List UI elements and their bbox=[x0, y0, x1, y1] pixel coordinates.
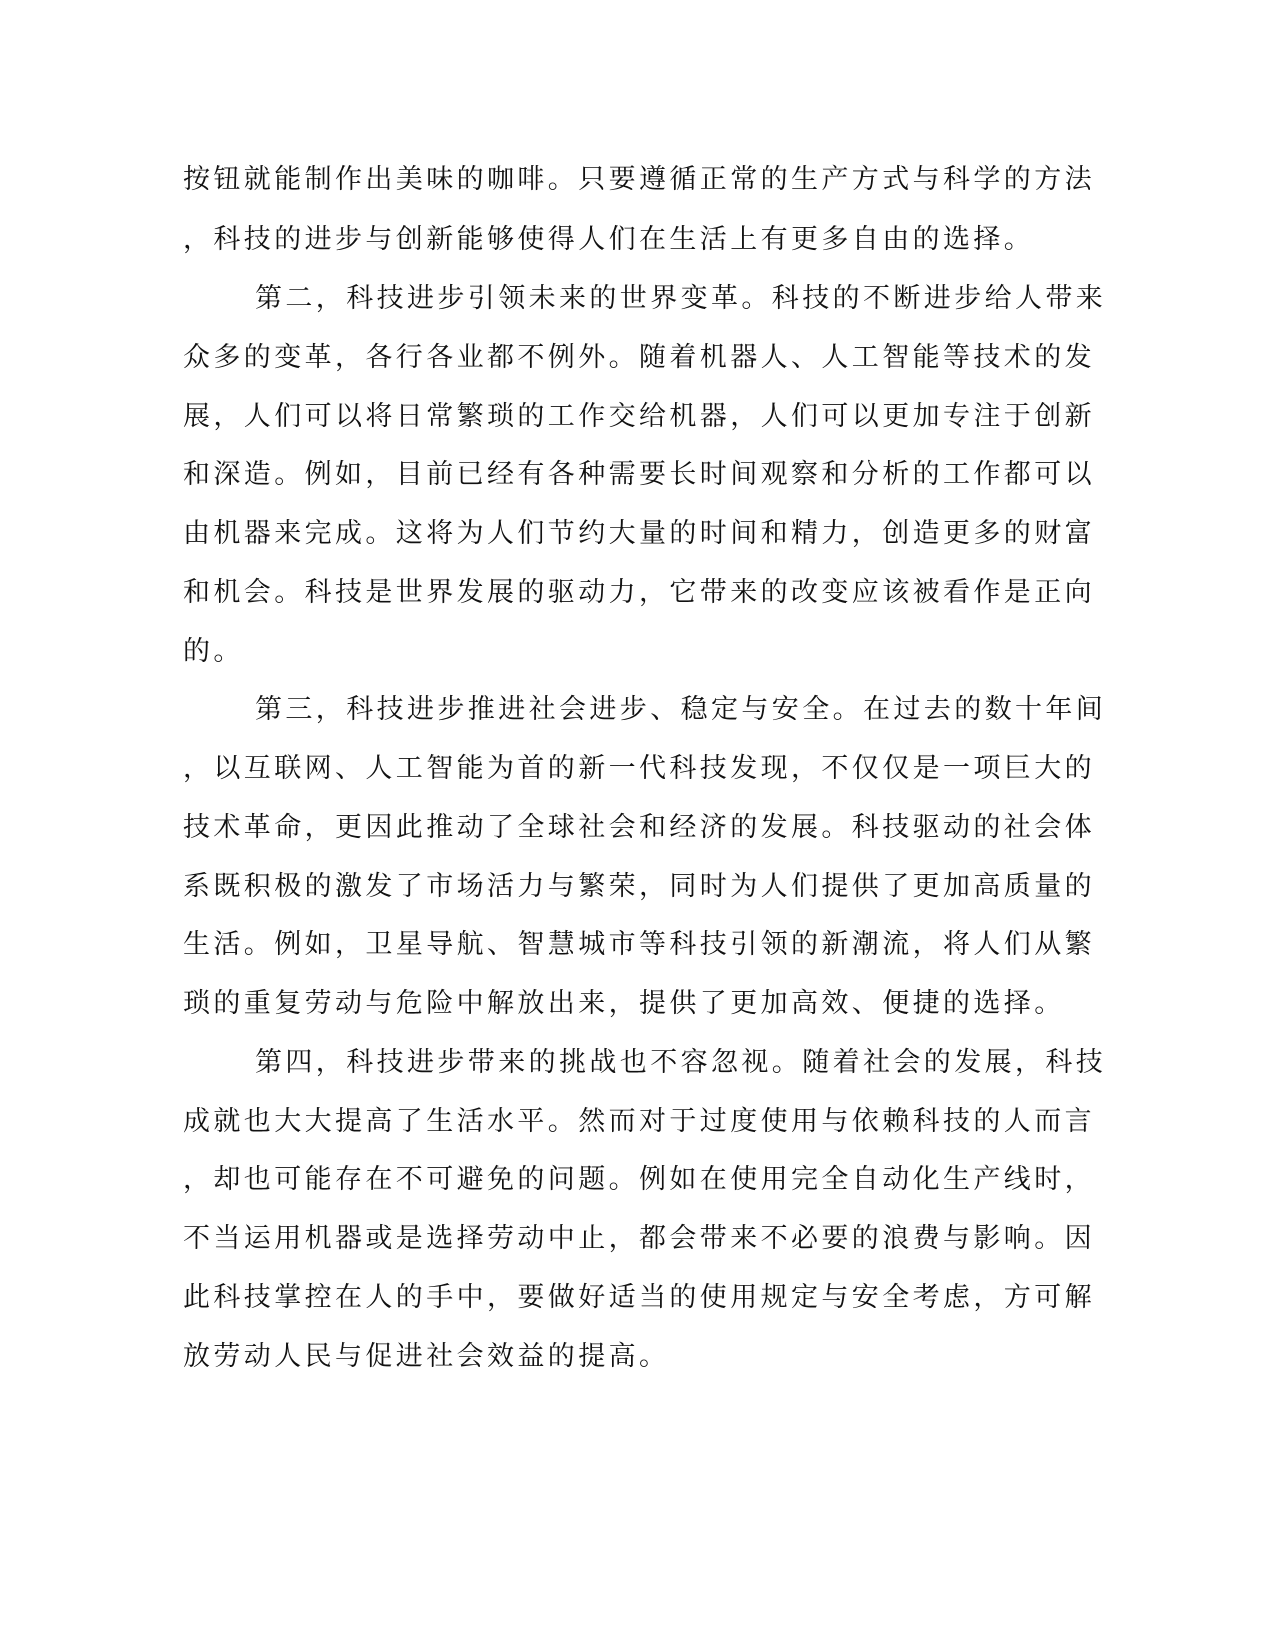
paragraph-line: 众多的变革，各行各业都不例外。随着机器人、人工智能等技术的发 bbox=[183, 342, 1095, 373]
paragraph-line: 此科技掌控在人的手中，要做好适当的使用规定与安全考虑，方可解 bbox=[183, 1282, 1095, 1313]
paragraph-line: 放劳动人民与促进社会效益的提高。 bbox=[183, 1341, 670, 1372]
paragraph-line: ，却也可能存在不可避免的问题。例如在使用完全自动化生产线时， bbox=[183, 1164, 1095, 1195]
paragraph-first-line: 第四，科技进步带来的挑战也不容忽视。随着社会的发展，科技 bbox=[255, 1047, 1107, 1078]
paragraph-line: ，科技的进步与创新能够使得人们在生活上有更多自由的选择。 bbox=[183, 224, 1035, 255]
paragraph-line: 不当运用机器或是选择劳动中止，都会带来不必要的浪费与影响。因 bbox=[183, 1223, 1095, 1254]
paragraph-line: 按钮就能制作出美味的咖啡。只要遵循正常的生产方式与科学的方法 bbox=[183, 164, 1095, 195]
paragraph-line: 展，人们可以将日常繁琐的工作交给机器，人们可以更加专注于创新 bbox=[183, 401, 1095, 432]
paragraph-line: 系既积极的激发了市场活力与繁荣，同时为人们提供了更加高质量的 bbox=[183, 871, 1095, 902]
paragraph-line: 由机器来完成。这将为人们节约大量的时间和精力，创造更多的财富 bbox=[183, 518, 1095, 549]
paragraph-line: 生活。例如，卫星导航、智慧城市等科技引领的新潮流，将人们从繁 bbox=[183, 929, 1095, 960]
paragraph-first-line: 第三，科技进步推进社会进步、稳定与安全。在过去的数十年间 bbox=[255, 694, 1107, 725]
paragraph-first-line: 第二，科技进步引领未来的世界变革。科技的不断进步给人带来 bbox=[255, 283, 1107, 314]
paragraph-line: ，以互联网、人工智能为首的新一代科技发现，不仅仅是一项巨大的 bbox=[183, 753, 1095, 784]
paragraph-line: 的。 bbox=[183, 636, 244, 667]
paragraph-line: 技术革命，更因此推动了全球社会和经济的发展。科技驱动的社会体 bbox=[183, 812, 1095, 843]
paragraph-line: 和深造。例如，目前已经有各种需要长时间观察和分析的工作都可以 bbox=[183, 459, 1095, 490]
paragraph-line: 成就也大大提高了生活水平。然而对于过度使用与依赖科技的人而言 bbox=[183, 1106, 1095, 1137]
paragraph-line: 和机会。科技是世界发展的驱动力，它带来的改变应该被看作是正向 bbox=[183, 577, 1095, 608]
paragraph-line: 琐的重复劳动与危险中解放出来，提供了更加高效、便捷的选择。 bbox=[183, 988, 1065, 1019]
